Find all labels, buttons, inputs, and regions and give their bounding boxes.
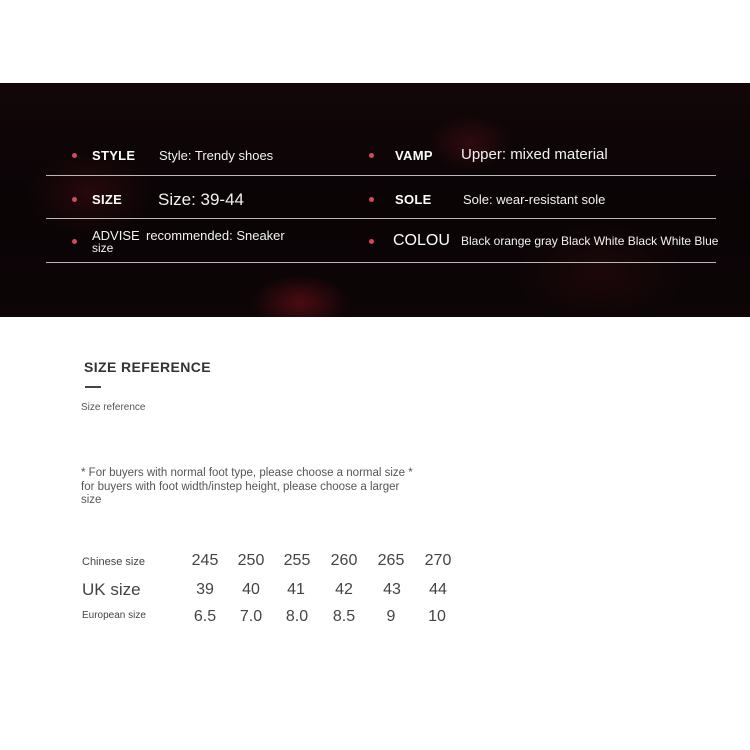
table-cell: 9 [386, 608, 396, 625]
row-label-uk: UK size [82, 580, 141, 599]
bullet-dot-icon [72, 239, 77, 244]
row-label-chinese: Chinese size [82, 556, 145, 568]
table-cell: 250 [237, 552, 265, 569]
table-cell: 8.0 [285, 608, 309, 625]
spec-value-advise-cont: size [92, 241, 114, 255]
fit-note: * For buyers with normal foot type, please choose a normal size * for buyers with foot width/instep height, please choose a larger size [81, 467, 413, 506]
bullet-dot-icon [72, 153, 77, 158]
spec-value-style: Style: Trendy shoes [159, 148, 274, 163]
spec-banner [0, 83, 750, 317]
size-reference-title: SIZE REFERENCE [84, 359, 211, 375]
row-divider [46, 218, 716, 219]
table-cell: 255 [283, 552, 311, 569]
table-cell: 40 [242, 581, 260, 598]
spec-key-vamp: VAMP [395, 148, 433, 163]
table-cell: 10 [428, 608, 446, 625]
row-label-european: European size [82, 610, 146, 621]
table-cell: 41 [287, 581, 305, 598]
spec-value-advise: recommended: Sneaker [146, 228, 285, 243]
table-cell: 260 [330, 552, 358, 569]
table-cell: 8.5 [332, 608, 356, 625]
table-cell: 6.5 [193, 608, 217, 625]
bullet-dot-icon [369, 239, 374, 244]
table-cell: 43 [383, 581, 401, 598]
size-reference-subtitle: Size reference [81, 402, 146, 413]
spec-key-sole: SOLE [395, 192, 432, 207]
table-cell: 265 [377, 552, 405, 569]
table-cell: 39 [196, 581, 214, 598]
bullet-dot-icon [369, 197, 374, 202]
table-cell: 44 [429, 581, 447, 598]
title-underline [85, 386, 101, 388]
row-divider [46, 262, 716, 263]
row-divider [46, 175, 716, 176]
spec-key-colour: COLOU [393, 232, 450, 249]
spec-key-style: STYLE [92, 148, 136, 163]
spec-value-vamp: Upper: mixed material [461, 146, 608, 163]
bullet-dot-icon [369, 153, 374, 158]
table-cell: 270 [424, 552, 452, 569]
bullet-dot-icon [72, 197, 77, 202]
spec-key-size: SIZE [92, 192, 123, 207]
table-cell: 7.0 [239, 608, 263, 625]
spec-key-advise: ADVISE [92, 228, 140, 243]
table-cell: 42 [335, 581, 353, 598]
spec-value-colour: Black orange gray Black White Black White Blue [461, 234, 719, 248]
spec-value-sole: Sole: wear-resistant sole [463, 192, 606, 207]
spec-value-size: Size: 39-44 [158, 190, 244, 209]
table-cell: 245 [191, 552, 219, 569]
